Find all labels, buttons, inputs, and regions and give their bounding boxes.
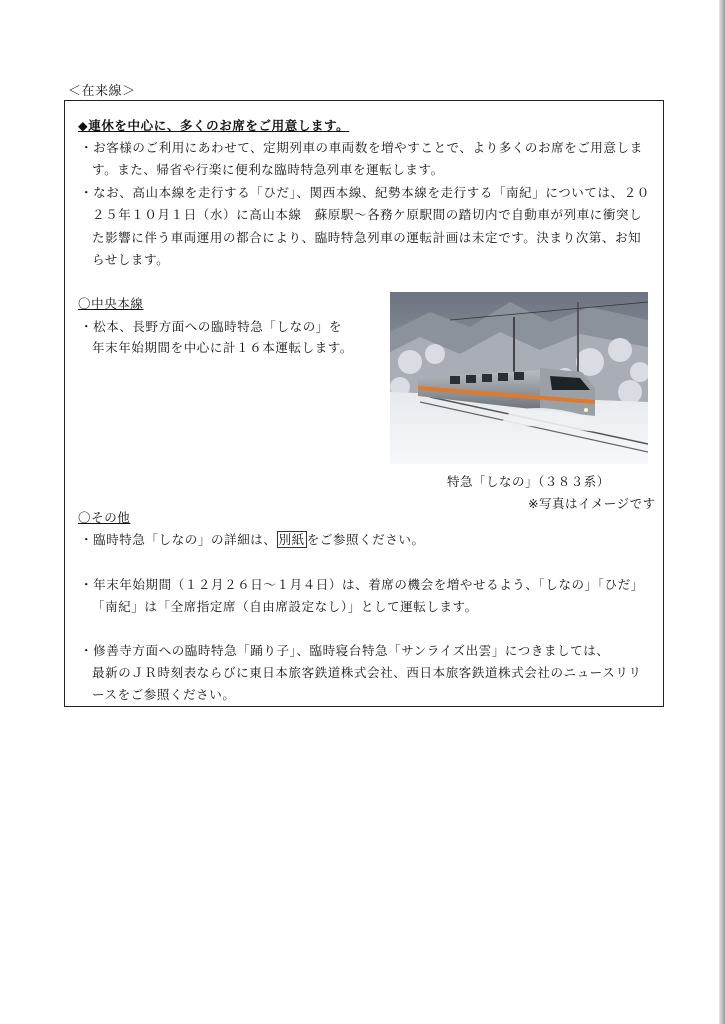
chuo-line: ・松本、長野方面への臨時特急「しなの」を: [80, 319, 343, 334]
notice-line: ・なお、高山本線を走行する「ひだ」、関西本線、紀勢本線を走行する「南紀」については、２０: [80, 185, 650, 200]
notice-line: た影響に伴う車両運用の都合により、臨時特急列車の運転計画は未定です。決まり次第、お知: [92, 230, 642, 245]
notice-line: す。また、帰省や行楽に便利な臨時特急列車を運転します。: [92, 162, 444, 177]
train-photo-illustration: [390, 292, 648, 464]
notice-line: ２５年１０月１日（水）に高山本線 蘇原駅～各務ケ原駅間の踏切内で自動車が列車に衝突し: [92, 207, 643, 222]
izu-line: ・修善寺方面への臨時特急「踊り子」、臨時寝台特急「サンライズ出雲」につきましては、: [80, 643, 610, 658]
train-photo: [390, 292, 648, 464]
detail-line: [80, 530, 425, 548]
detail-text: ・臨時特急「しなの」の詳細は、: [80, 532, 277, 547]
photo-note: ※写真はイメージです: [528, 496, 656, 511]
photo-caption: 特急「しなの」（３８３系）: [447, 474, 610, 489]
notice-heading: ◆連休を中心に、多くのお席をご用意します。: [78, 118, 350, 133]
notice-line: ・お客様のご利用にあわせて、定期列車の車両数を増やすことで、より多くのお席をご用意しま: [80, 140, 643, 155]
peak-line: ・年末年始期間（１２月２６日～１月４日）は、着席の機会を増やせるよう、「しなの」「ひだ」: [80, 577, 644, 592]
detail-text: をご参照ください。: [306, 532, 425, 547]
izu-line: 最新のＪＲ時刻表ならびに東日本旅客鉄道株式会社、西日本旅客鉄道株式会社のニュースリリ: [92, 665, 642, 680]
peak-line: 「南紀」は「全席指定席（自由席設定なし）」として運転します。: [92, 599, 478, 614]
chuo-heading: 〇中央本線: [78, 296, 144, 311]
izu-line: ースをご参照ください。: [92, 687, 236, 702]
section-label: ＜在来線＞: [68, 84, 136, 99]
attachment-reference: 別紙: [278, 532, 305, 547]
page-edge: [719, 0, 725, 1024]
chuo-line: 年末年始期間を中心に計１６本運転します。: [92, 340, 354, 355]
other-heading: 〇その他: [78, 510, 131, 525]
notice-line: らせします。: [92, 252, 170, 267]
